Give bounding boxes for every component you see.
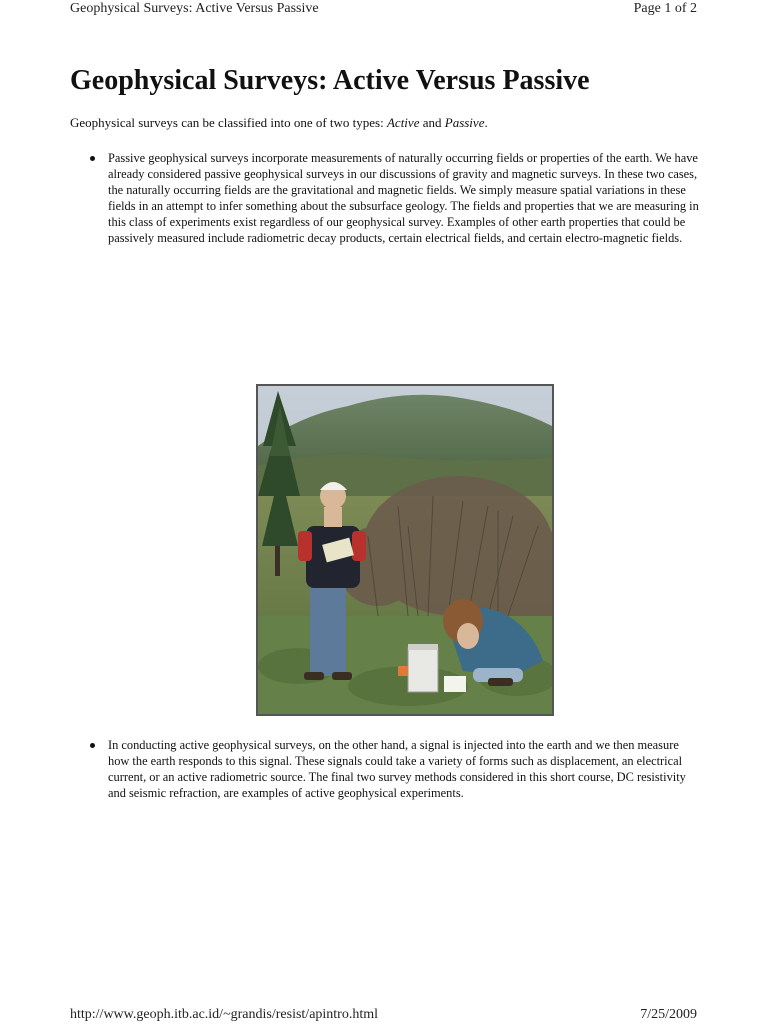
list-item: [90, 150, 700, 246]
intro-passive-term: Passive: [444, 115, 485, 130]
intro-active-term: Active: [386, 115, 420, 130]
field-survey-photo-illustration: [258, 386, 552, 714]
page-title: Geophysical Surveys: Active Versus Passive: [70, 65, 590, 96]
bullet-icon: [90, 743, 95, 748]
header-document-title: Geophysical Surveys: Active Versus Passive: [70, 1, 319, 16]
passive-survey-list: [90, 150, 700, 246]
footer-date: 7/25/2009: [640, 1007, 697, 1022]
intro-period: .: [484, 115, 488, 130]
active-survey-list: [90, 737, 700, 801]
intro-text: Geophysical surveys can be classified into one of two types:: [70, 115, 387, 130]
bullet-icon: [90, 156, 95, 161]
active-survey-description: In conducting active geophysical surveys, on the other hand, a signal is injected into the earth and we then measure how the earth responds to this signal. These signals could take a variety of forms such as displacement, an electrical current, or an active radiometric source. The final two survey methods considered in this short course, DC resistivity and seismic refraction, are examples of active geophysical experiments.: [108, 738, 686, 800]
intro-conjunction: and: [419, 115, 445, 130]
footer-url: http://www.geoph.itb.ac.id/~grandis/resist/apintro.html: [70, 1007, 379, 1022]
list-item: [90, 737, 700, 801]
intro-paragraph: [70, 115, 488, 131]
field-survey-photo: [256, 384, 554, 716]
passive-survey-description: Passive geophysical surveys incorporate measurements of naturally occurring fields or properties of the earth. We have already considered passive geophysical surveys in our discussions of gravity and magnetic surveys. In these two cases, the naturally occurring fields are the gravitational and magnetic fields. We simply measure spatial variations in these fields in an attempt to infer something about the subsurface geology. The fields and properties that we are measuring in this class of experiments exist regardless of our geophysical survey. Examples of other earth properties that could be passively measured include radiometric decay products, certain electrical fields, and certain electro-magnetic fields.: [108, 151, 699, 245]
header-page-indicator: Page 1 of 2: [633, 1, 697, 16]
